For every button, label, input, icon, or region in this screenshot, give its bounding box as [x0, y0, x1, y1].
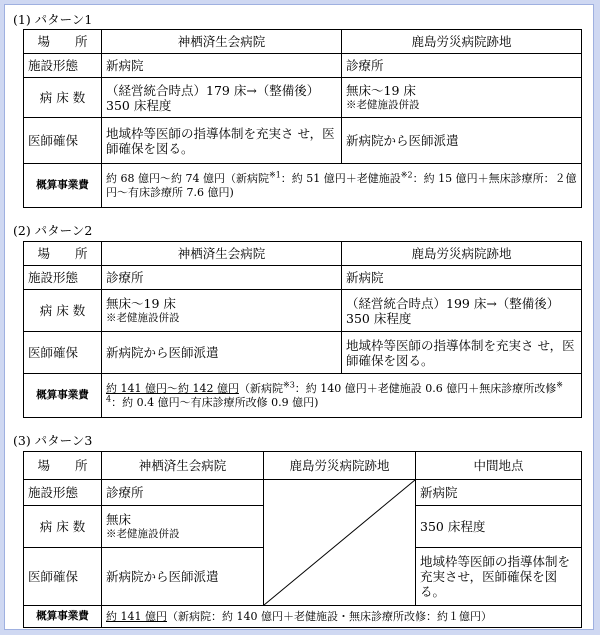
cost-text: （新病院	[238, 381, 283, 395]
footnote-mark: ※3	[282, 379, 295, 389]
beds-b-note: ※老健施設併設	[346, 98, 420, 111]
cost-total: 約 141 億円	[106, 609, 167, 623]
cost-value	[102, 164, 582, 208]
beds-b	[342, 290, 582, 332]
column-header-b: 鹿島労災病院跡地	[342, 30, 582, 54]
doctors-a: 新病院から医師派遣	[102, 332, 342, 374]
beds-b-line1: （経営統合時点）199 床→（整備後）	[346, 295, 560, 311]
doctors-b: 新病院から医師派遣	[342, 118, 582, 164]
beds-a-note: ※老健施設併設	[106, 527, 180, 540]
beds-b	[342, 78, 582, 118]
doctors-label: 医師確保	[24, 118, 102, 164]
column-header-b: 鹿島労災病院跡地	[342, 242, 582, 266]
cost-value	[102, 606, 582, 628]
column-header-a: 神栖済生会病院	[102, 242, 342, 266]
beds-b-line2: 350 床程度	[346, 310, 412, 326]
beds-b-line1: 無床～19 床	[346, 82, 416, 98]
facility-label: 施設形態	[24, 266, 102, 290]
beds-a-line1: 無床	[106, 511, 132, 527]
cost-value	[102, 374, 582, 418]
beds-label: 病 床 数	[24, 506, 102, 548]
cost-text: ：約 15 億円＋無床診療所：２億円～有床診療所 7.6 億円)	[106, 171, 577, 199]
document-frame	[4, 4, 594, 630]
beds-a	[102, 506, 264, 548]
place-header: 場 所	[24, 242, 102, 266]
beds-a	[102, 78, 342, 118]
column-header-b: 鹿島労災病院跡地	[264, 452, 416, 480]
place-header: 場 所	[24, 30, 102, 54]
beds-label: 病 床 数	[24, 78, 102, 118]
pattern3-table	[23, 451, 582, 628]
cost-text: ：約 140 億円＋老健施設 0.6 億円＋無床診療所改修	[294, 381, 557, 395]
pattern2-table	[23, 241, 582, 418]
beds-a-note: ※老健施設併設	[106, 311, 180, 324]
facility-a: 新病院	[102, 54, 342, 78]
column-header-a: 神栖済生会病院	[102, 30, 342, 54]
cost-label: 概算事業費	[24, 374, 102, 418]
beds-a	[102, 290, 342, 332]
diagonal-slash	[264, 480, 415, 605]
doctors-b: 地域枠等医師の指導体制を充実さ せ，医師確保を図る。	[342, 332, 582, 374]
facility-c: 新病院	[416, 480, 582, 506]
place-header: 場 所	[24, 452, 102, 480]
pattern1-title: (1) パターン1	[13, 12, 93, 27]
cost-text: ：約 0.4 億円～有床診療所改修 0.9 億円)	[111, 395, 319, 409]
column-header-c: 中間地点	[416, 452, 582, 480]
doctors-a: 新病院から医師派遣	[102, 548, 264, 606]
facility-label: 施設形態	[24, 54, 102, 78]
footnote-mark: ※2	[400, 169, 413, 179]
cost-text: （新病院：約 140 億円＋老健施設・無床診療所改修：約１億円）	[167, 609, 492, 623]
pattern1-table	[23, 29, 582, 208]
facility-a: 診療所	[102, 266, 342, 290]
cost-text: ：約 51 億円＋老健施設	[280, 171, 401, 185]
cost-text: 約 68 億円～約 74 億円（新病院	[106, 171, 269, 185]
beds-c: 350 床程度	[416, 506, 582, 548]
beds-a-line1: 無床～19 床	[106, 295, 176, 311]
facility-label: 施設形態	[24, 480, 102, 506]
doctors-label: 医師確保	[24, 332, 102, 374]
beds-a-line1: （経営統合時点）179 床→（整備後）	[106, 82, 320, 98]
beds-a-line2: 350 床程度	[106, 97, 172, 113]
doctors-label: 医師確保	[24, 548, 102, 606]
pattern3-title: (3) パターン3	[13, 433, 93, 448]
cost-total: 約 141 億円～約 142 億円	[106, 381, 239, 395]
facility-a: 診療所	[102, 480, 264, 506]
facility-b: 新病院	[342, 266, 582, 290]
footnote-mark: ※4	[106, 379, 563, 403]
cost-label: 概算事業費	[24, 606, 102, 628]
doctors-c: 地域枠等医師の指導体制を充実させ，医師確保を図る。	[416, 548, 582, 606]
facility-b: 診療所	[342, 54, 582, 78]
footnote-mark: ※1	[268, 169, 281, 179]
not-applicable-cell	[264, 480, 416, 606]
doctors-a: 地域枠等医師の指導体制を充実さ せ，医師確保を図る。	[102, 118, 342, 164]
column-header-a: 神栖済生会病院	[102, 452, 264, 480]
pattern2-title: (2) パターン2	[13, 223, 93, 238]
beds-label: 病 床 数	[24, 290, 102, 332]
cost-label: 概算事業費	[24, 164, 102, 208]
